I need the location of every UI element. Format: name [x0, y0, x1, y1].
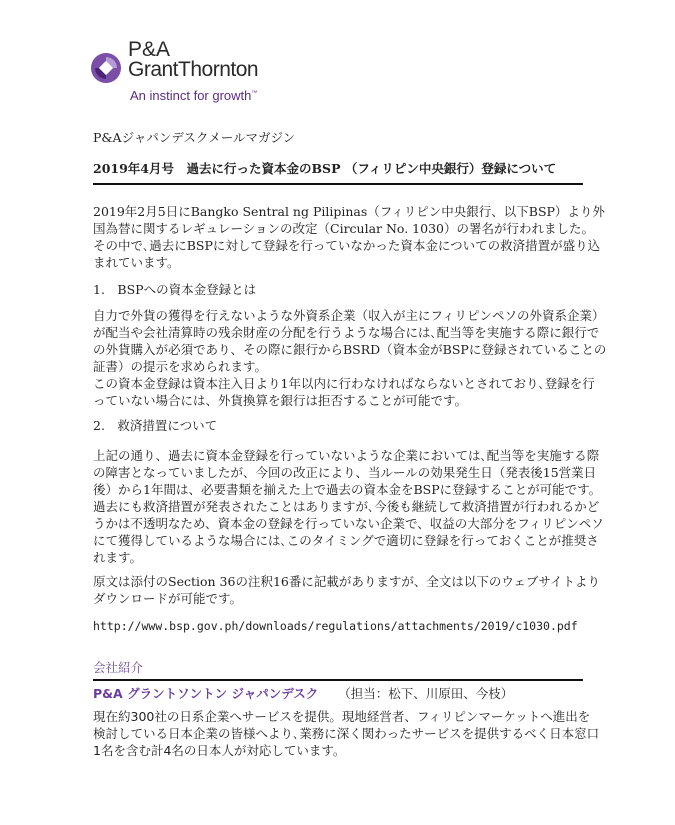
text-line: 上記の通り、過去に資本金登録を行っていないような企業においては､配当等を実施する際 — [93, 448, 600, 463]
company-divider — [93, 679, 583, 681]
text-line: 現在約300社の日系企業へサービスを提供。現地経営者、フィリピンマーケットへ進出を — [93, 709, 591, 724]
intro-paragraph — [93, 203, 605, 271]
text-line: その中で､過去にBSPに対して登録を行っていなかった資本金についての救済措置が盛り込 — [93, 238, 601, 253]
page-title: 2019年4月号 過去に行った資本金のBSP （フィリピン中央銀行）登録について — [93, 161, 557, 176]
text-line: 証書）の提示を求められます。 — [93, 359, 268, 374]
company-name: P&A グラントソントン ジャパンデスク — [93, 686, 319, 701]
source-paragraph — [93, 573, 600, 607]
logo-tagline: An instinct for growth™ — [130, 88, 258, 103]
text-line: 1名を含む計4名の日本人が対応しています。 — [93, 743, 346, 758]
title-divider — [93, 183, 583, 185]
company-description — [93, 708, 599, 759]
text-line: れます。 — [93, 550, 143, 565]
magazine-name: P&Aジャパンデスクメールマガジン — [93, 130, 296, 145]
text-line: 過去にも救済措置が発表されたことはありますが､今後も継続して救済措置が行われるかど — [93, 499, 600, 514]
grant-thornton-logo-icon — [90, 52, 122, 84]
text-line: が配当や会社清算時の残余財産の分配を行うような場合には､配当等を実施する際に銀行で — [93, 325, 600, 340]
text-line: ダウンロードが可能です。 — [93, 591, 243, 606]
company-contacts: （担当：松下、川原田、今枝） — [338, 686, 514, 701]
company-name-line — [93, 684, 513, 702]
text-line: の外貨購入が必須であり、その際に銀行からBSRD（資本金がBSPに登録されていることの — [93, 342, 607, 357]
logo-text-pa: P&A — [128, 38, 171, 61]
text-line: うかは不透明なため、資本金の登録を行っていない企業で、収益の大部分をフィリピンペソ — [93, 516, 604, 531]
text-line: 2019年2月5日にBangko Sentral ng Pilipinas（フィリピン中央銀行、以下BSP）より外 — [93, 204, 605, 219]
text-line: 原文は添付のSection 36の注釈16番に記載がありますが、全文は以下のウェブサイトより — [93, 574, 600, 589]
text-line: この資本金登録は資本注入日より1年以内に行わなければならないとされており､登録を行 — [93, 376, 595, 391]
text-line: 国為替に関するレギュレーションの改定（Circular No. 1030）の署名が行われました。 — [93, 221, 594, 236]
source-url-link[interactable]: http://www.bsp.gov.ph/downloads/regulations/attachments/2019/c1030.pdf — [93, 619, 578, 633]
section2-body — [93, 447, 604, 566]
section1-body — [93, 307, 606, 409]
text-line: の障害となっていましたが、今回の改正により、当ルールの効果発生日（発表後15営業日 — [93, 465, 597, 480]
section1-heading: 1. BSPへの資本金登録とは — [93, 282, 257, 297]
section2-heading: 2. 救済措置について — [93, 418, 218, 433]
text-line: まれています。 — [93, 255, 180, 270]
company-heading: 会社紹介 — [93, 660, 144, 675]
text-line: 自力で外貨の獲得を行えないような外資系企業（収入が主にフィリピンペソの外資系企業） — [93, 308, 605, 323]
text-line: 検討している日本企業の皆様へより､業務に深く関わったサービスを提供するべく日本窓口 — [93, 726, 600, 741]
logo-text-grant-thornton: GrantThornton — [128, 58, 259, 81]
text-line: 後）から1年間は、必要書類を揃えた上で過去の資本金をBSPに登録することが可能です。 — [93, 482, 602, 497]
text-line: にて獲得しているような場合には､このタイミングで適切に登録を行っておくことが推奨さ — [93, 533, 599, 548]
text-line: っていない場合には、外貨換算を銀行は拒否することが可能です。 — [93, 393, 468, 408]
